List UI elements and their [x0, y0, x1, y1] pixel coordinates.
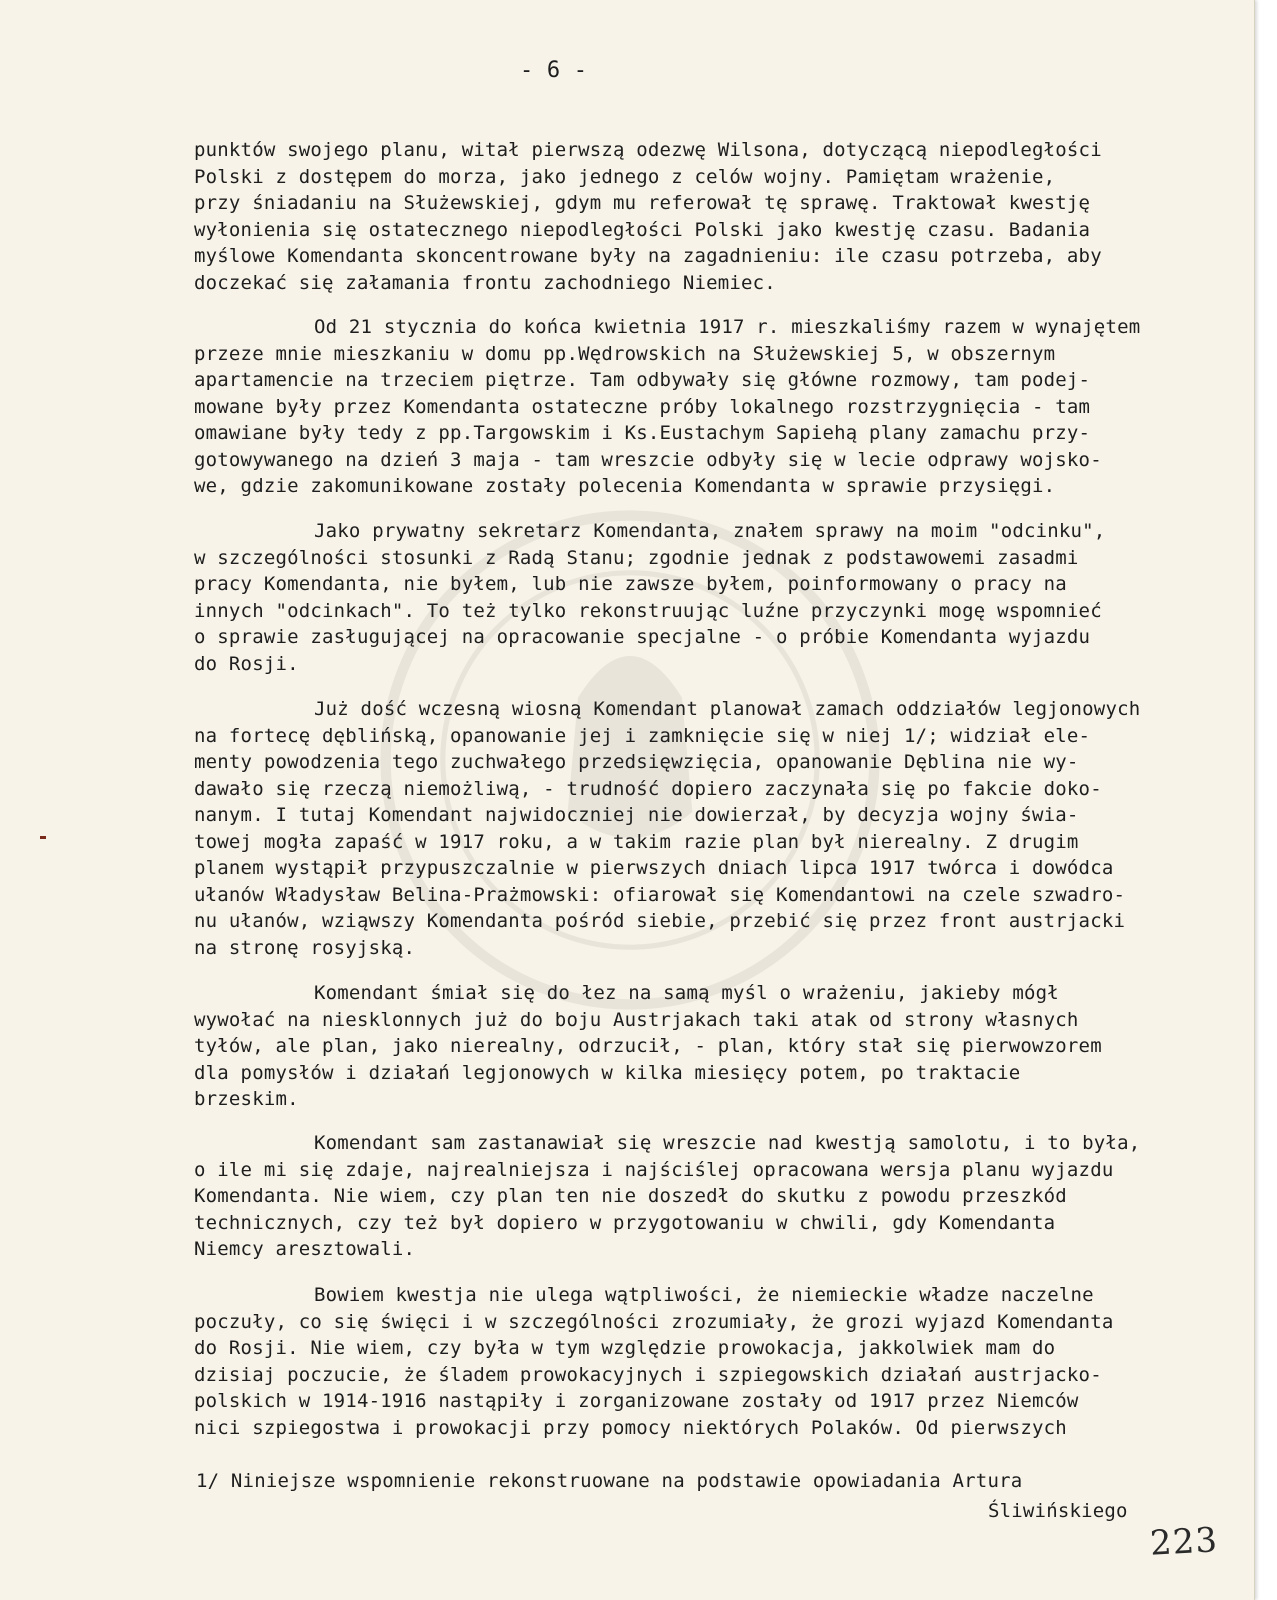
text-line: dla pomysłów i działań legjonowych w kilka miesięcy potem, po traktacie: [194, 1061, 1021, 1084]
footnote-author: Śliwińskiego: [988, 1500, 1128, 1522]
text-line: Już dość wczesną wiosną Komendant planował zamach oddziałów legjonowych: [314, 698, 1141, 720]
text-line: technicznych, czy też był dopiero w przygotowaniu w chwili, gdy Komendanta: [194, 1211, 1056, 1234]
text-line: gotowywanego na dzień 3 maja - tam wreszcie odbyły się w lecie odprawy wojsko-: [194, 448, 1102, 471]
text-line: o sprawie zasługującej na opracowanie specjalne - o próbie Komendanta wyjazdu: [194, 626, 1091, 648]
text-line: Komendanta. Nie wiem, czy plan ten nie doszedł do skutku z powodu przeszkód: [194, 1185, 1067, 1207]
paragraph-6: [194, 1130, 1224, 1263]
text-line: w szczególności stosunki z Radą Stanu; zgodnie jednak z podstawowemi zasadmi: [194, 546, 1079, 569]
text-line: na stronę rosyjską.: [194, 936, 416, 959]
text-line: innych "odcinkach". To też tylko rekonstruując luźne przyczynki mogę wspomnieć: [194, 599, 1102, 622]
text-line: Polski z dostępem do morza, jako jednego z celów wojny. Pamiętam wrażenie,: [194, 165, 1056, 188]
paragraph-3: [194, 518, 1224, 677]
text-line: na fortecę dęblińską, opanowanie jej i zamknięcie się w niej 1/; widział ele-: [194, 724, 1091, 747]
text-line: Jako prywatny sekretarz Komendanta, znałem sprawy na moim "odcinku",: [314, 520, 1106, 542]
text-line: punktów swojego planu, witał pierwszą odezwę Wilsona, dotyczącą niepodległości: [194, 139, 1102, 161]
text-line: o ile mi się zdaje, najrealniejsza i najściślej opracowana wersja planu wyjazdu: [194, 1158, 1114, 1181]
text-line: do Rosji.: [194, 652, 299, 675]
text-line: we, gdzie zakomunikowane zostały polecenia Komendanta w sprawie przysięgi.: [194, 475, 1056, 497]
paragraph-1: [194, 137, 1224, 296]
text-line: planem wystąpił przypuszczalnie w pierwszych dniach lipca 1917 twórca i dowódca: [194, 857, 1114, 879]
text-line: nu ułanów, wziąwszy Komendanta pośród siebie, przebić się przez front austrjacki: [194, 910, 1126, 932]
text-line: towej mogła zapaść w 1917 roku, a w takim razie plan był nierealny. Z drugim: [194, 830, 1079, 853]
footnote: [196, 1466, 1226, 1526]
text-line: poczuły, co się święci i w szczególności zrozumiały, że grozi wyjazd Komendanta: [194, 1310, 1114, 1333]
text-line: brzeskim.: [194, 1088, 299, 1110]
text-line: Bowiem kwestja nie ulega wątpliwości, że niemieckie władze naczelne: [314, 1284, 1094, 1306]
text-line: wywołać na niesklonnych już do boju Austrjakach taki atak od strony własnych: [194, 1008, 1079, 1031]
text-line: pracy Komendanta, nie byłem, lub nie zawsze byłem, poinformowany o pracy na: [194, 573, 1067, 595]
text-line: ułanów Władysław Belina-Prażmowski: ofiarował się Komendantowi na czele szwadro-: [194, 883, 1126, 906]
paragraph-7: [194, 1282, 1224, 1441]
margin-mark: [40, 836, 46, 839]
paragraph-5: [194, 980, 1224, 1113]
page-number: - 6 -: [520, 58, 588, 83]
text-line: przy śniadaniu na Służewskiej, gdym mu referował tę sprawę. Traktował kwestję: [194, 192, 1091, 214]
text-line: polskich w 1914-1916 nastąpiły i zorganizowane zostały od 1917 przez Niemców: [194, 1390, 1079, 1412]
paragraph-4: [194, 696, 1224, 961]
text-line: wyłonienia się ostatecznego niepodległości Polski jako kwestję czasu. Badania: [194, 218, 1091, 241]
text-line: menty powodzenia tego zuchwałego przedsięwzięcia, opanowanie Dęblina nie wy-: [194, 751, 1079, 773]
text-line: do Rosji. Nie wiem, czy była w tym względzie prowokacja, jakkolwiek mam do: [194, 1337, 1056, 1359]
text-line: dzisiaj poczucie, że śladem prowokacyjnych i szpiegowskich działań austrjacko-: [194, 1363, 1102, 1386]
paragraph-2: [194, 314, 1224, 500]
text-line: Komendant śmiał się do łez na samą myśl o wrażeniu, jakieby mógł: [314, 982, 1059, 1004]
text-line: tyłów, ale plan, jako nierealny, odrzucił, - plan, który stał się pierwowzorem: [194, 1035, 1102, 1057]
text-line: nici szpiegostwa i prowokacji przy pomocy niektórych Polaków. Od pierwszych: [194, 1416, 1067, 1439]
text-line: nanym. I tutaj Komendant najwidoczniej nie dowierzał, by decyzja wojny świa-: [194, 804, 1079, 826]
text-line: mowane były przez Komendanta ostateczne próby lokalnego rozstrzygnięcia - tam: [194, 395, 1091, 418]
text-line: omawiane były tedy z pp.Targowskim i Ks.Eustachym Sapiehą plany zamachu przy-: [194, 422, 1091, 444]
text-line: Komendant sam zastanawiał się wreszcie nad kwestją samolotu, i to była,: [314, 1132, 1141, 1154]
footnote-text: 1/ Niniejsze wspomnienie rekonstruowane na podstawie opowiadania Artura: [196, 1470, 1023, 1492]
archive-page-number: 223: [1148, 1520, 1219, 1564]
text-line: dawało się rzeczą niemożliwą, - trudność dopiero zaczynała się po fakcie doko-: [194, 777, 1102, 800]
text-line: przeze mnie mieszkaniu w domu pp.Wędrowskich na Służewskiej 5, w obszernym: [194, 342, 1056, 365]
text-line: myślowe Komendanta skoncentrowane były na zagadnieniu: ile czasu potrzeba, aby: [194, 245, 1102, 267]
text-line: apartamencie na trzeciem piętrze. Tam odbywały się główne rozmowy, tam podej-: [194, 369, 1091, 391]
text-line: Niemcy aresztowali.: [194, 1238, 416, 1260]
text-line: doczekać się załamania frontu zachodniego Niemiec.: [194, 271, 776, 294]
text-line: Od 21 stycznia do końca kwietnia 1917 r. mieszkaliśmy razem w wynajętem: [314, 316, 1141, 338]
